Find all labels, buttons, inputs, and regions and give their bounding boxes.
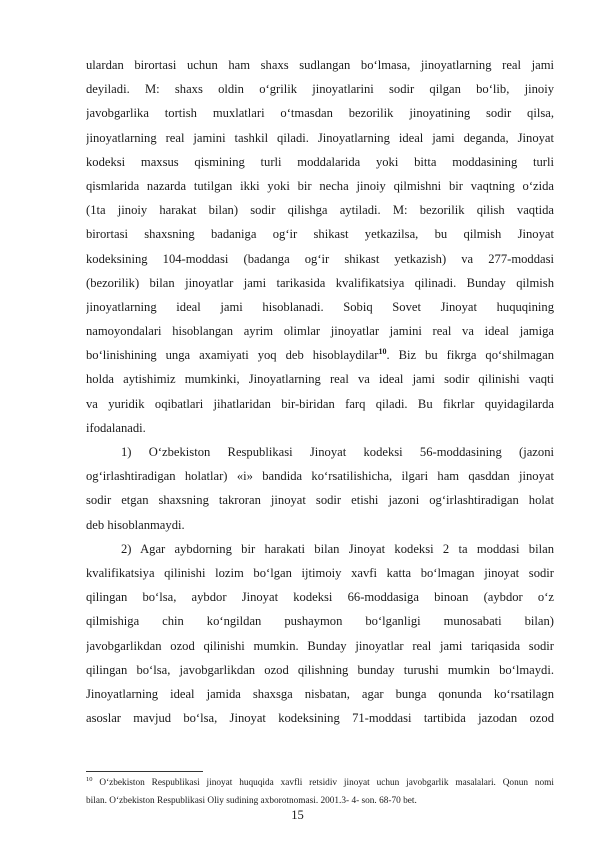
text-line: (1ta jinoiy harakat bilan) sodir qilishga aytiladi. M: bezorilik qilish vaqtida	[86, 203, 554, 218]
text-line: javobgarlika tortish muxlatlari o‘tmasdan bezorilik jinoyatining sodir qilsa,	[86, 106, 554, 121]
text-line: kodeksining 104-moddasi (badanga og‘ir shikast yetkazish) va 277-moddasi	[86, 251, 554, 266]
text-line: namoyondalari hisoblangan ayrim olimlar jinoyatlar jamini real va ideal jamiga	[86, 324, 554, 339]
text-line: deb hisoblanmaydi.	[86, 517, 185, 532]
body-text	[86, 53, 554, 730]
text-line: jinoyatlarning real jamini tashkil qiladi. Jinoyatlarning ideal jami deganda, Jinoyat	[86, 130, 554, 145]
text-line: javobgarlikdan ozod qilinishi mumkin. Bunday jinoyatlar real jami tariqasida sodir	[86, 638, 554, 653]
text-line: og‘irlashtiradigan holatlar) «i» bandida ko‘rsatilishicha, ilgari ham qasddan jinoyat	[86, 469, 554, 484]
text-line: asoslar mavjud bo‘lsa, Jinoyat kodeksining 71-moddasi tartibida jazodan ozod	[86, 711, 554, 726]
text-line: (bezorilik) bilan jinoyatlar jami tarikasida kvalifikatsiya qilinadi. Bunday qilmish	[86, 275, 554, 290]
text-line: jinoyatlarning ideal jami hisoblanadi. Sobiq Sovet Jinoyat huquqining	[86, 299, 554, 314]
text-line-with-footnote-ref	[86, 343, 554, 367]
text-segment: bo‘linishining unga axamiyati yoq deb hisoblaydilar	[86, 348, 379, 363]
text-segment: . Biz bu fikrga qo‘shilmagan	[386, 348, 554, 363]
text-line: qilmishiga chin ko‘ngildan pushaymon bo‘lganligi munosabati bilan)	[86, 614, 554, 629]
list-item-2-start: 2) Agar aybdorning bir harakati bilan Jinoyat kodeksi 2 ta moddasi bilan	[121, 541, 554, 556]
text-line: kvalifikatsiya qilinishi lozim bo‘lgan ijtimoiy xavfi katta bo‘lmagan jinoyat sodir	[86, 565, 554, 580]
text-line: va yuridik oqibatlari jihatlaridan bir-biridan farq qiladi. Bu fikrlar quyidagilarda	[86, 396, 554, 411]
list-item-1-start: 1) O‘zbekiston Respublikasi Jinoyat kodeksi 56-moddasining (jazoni	[121, 445, 554, 459]
text-line: holda aytishimiz mumkinki, Jinoyatlarning real va ideal jami sodir qilinishi vaqti	[86, 372, 554, 387]
footnote-reference[interactable]: 10	[378, 347, 387, 357]
text-line: qilingan bo‘lsa, aybdor Jinoyat kodeksi 66-moddasiga binoan (aybdor o‘z	[86, 590, 554, 605]
page-number: 15	[291, 808, 304, 822]
footnote-text: O‘zbekiston Respublikasi jinoyat huquqida xavfli retsidiv jinoyat uchun javobgarlik masalalari. Qonun nomi	[92, 778, 554, 788]
text-line: ulardan birortasi uchun ham shaxs sudlangan bo‘lmasa, jinoyatlarning real jami	[86, 58, 554, 72]
footnote-line: bilan. O‘zbekiston Respublikasi Oliy sudining axborotnomasi. 2001.3- 4- son. 68-70 bet.	[86, 796, 417, 806]
footnote-line	[86, 774, 554, 792]
text-line: birortasi shaxsning badaniga og‘ir shikast yetkazilsa, bu qilmish Jinoyat	[86, 227, 554, 242]
footnote-number: 10	[86, 775, 93, 783]
text-line: qismlarida nazarda tutilgan ikki yoki bir necha jinoiy qilmishni bir vaqtning o‘zida	[86, 178, 554, 193]
footnote-separator	[86, 771, 203, 772]
text-line: sodir etgan shaxsning takroran jinoyat sodir etishi jazoni og‘irlashtiradigan holat	[86, 493, 554, 508]
text-line: kodeksi maxsus qismining turli moddalarida yoki bitta moddasining turli	[86, 154, 554, 169]
text-line: ifodalanadi.	[86, 420, 146, 435]
text-line: qilingan bo‘lsa, javobgarlikdan ozod qilishning bunday turushi mumkin bo‘lmaydi.	[86, 662, 554, 677]
text-line: deyiladi. M: shaxs oldin o‘grilik jinoyatlarini sodir qilgan bo‘lib, jinoiy	[86, 82, 554, 97]
text-line: Jinoyatlarning ideal jamida shaxsga nisbatan, agar bunga qonunda ko‘rsatilagn	[86, 686, 554, 701]
footnote	[86, 774, 554, 810]
